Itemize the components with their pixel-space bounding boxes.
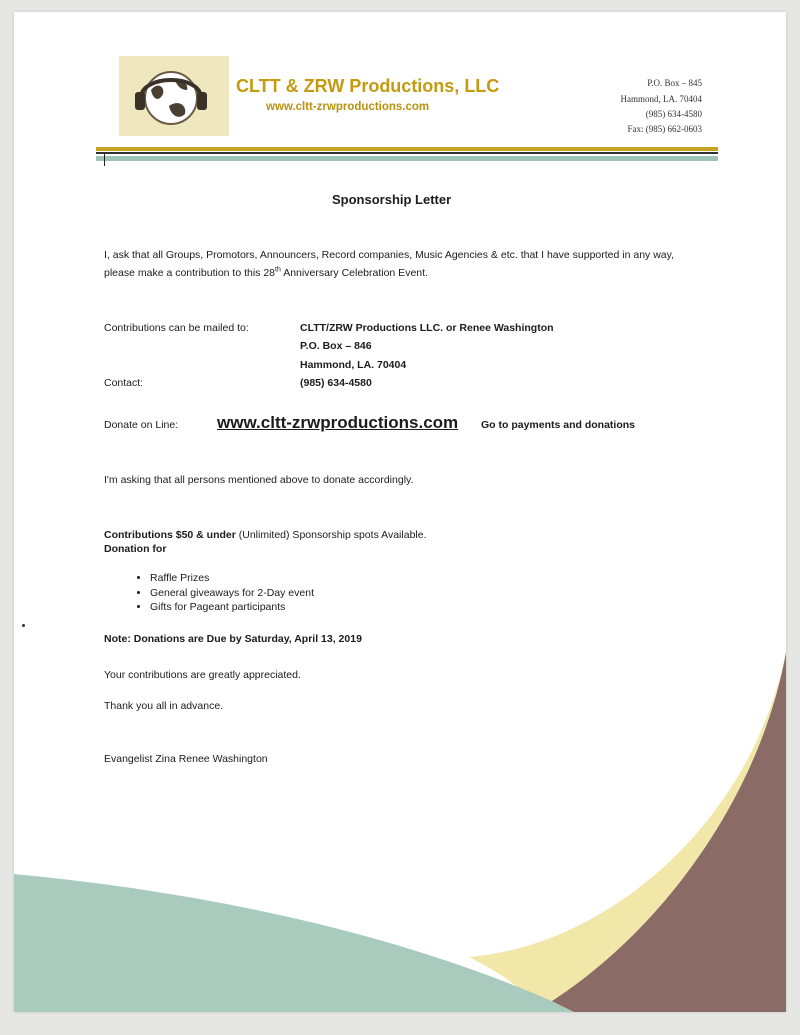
mail-label: Contributions can be mailed to: [104,322,249,334]
address-line-4: Fax: (985) 662-0603 [627,124,702,134]
contributions-rest: (Unlimited) Sponsorship spots Available. [235,529,427,541]
appreciated-text: Your contributions are greatly appreciated. [104,669,301,681]
donation-items-list [122,571,314,615]
company-logo [119,56,229,136]
list-item: • General giveaways for 2-Day event [150,586,314,601]
asking-text: I'm asking that all persons mentioned above to donate accordingly. [104,474,414,486]
note-label: Note: Donations are Due by [104,633,242,645]
intro-text-end: Anniversary Celebration Event. [280,267,428,279]
signature: Evangelist Zina Renee Washington [104,753,268,765]
thanks-text: Thank you all in advance. [104,700,224,712]
mail-box: P.O. Box – 846 [300,340,372,352]
list-item: • Raffle Prizes [150,571,314,586]
header-rule-teal [96,156,718,161]
address-line-3: (985) 634-4580 [645,109,702,119]
letter-page [14,12,786,1012]
intro-text: I, ask that all Groups, Promotors, Announcers, Record companies, Music Agencies & etc. that I have supported in any way, please make a contribution to this 28 [104,249,675,279]
header-rule-gold [96,147,718,151]
contributions-line [104,528,427,542]
letter-title: Sponsorship Letter [332,192,452,207]
contact-label: Contact: [104,377,144,389]
globe-with-headphones-icon [119,56,229,136]
note-date: Saturday, April 13, 2019 [244,633,362,645]
address-line-2: Hammond, LA. 70404 [620,94,702,104]
note-line [104,632,362,646]
contributions-amount: Contributions $50 & under [104,529,236,541]
contact-phone: (985) 634-4580 [300,377,372,389]
donation-for: Donation for [104,543,167,555]
address-line-1: P.O. Box – 845 [647,78,702,88]
donate-url-link[interactable]: www.cltt-zrwproductions.com [217,413,459,432]
company-name: CLTT & ZRW Productions, LLC [236,76,500,96]
mail-city: Hammond, LA. 70404 [300,359,407,371]
teal-wave [14,874,574,1012]
list-item: • Gifts for Pageant participants [150,600,314,615]
intro-superscript: th [275,266,281,274]
header-rule-tick [104,154,105,166]
donate-label: Donate on Line: [104,419,179,431]
header-rule-dark [96,152,718,154]
intro-paragraph [104,246,704,282]
donate-note: Go to payments and donations [481,419,636,431]
scan-speck [22,624,25,627]
company-website: www.cltt-zrwproductions.com [266,101,430,113]
mail-to: CLTT/ZRW Productions LLC. or Renee Washington [300,322,554,334]
decorative-waves [14,12,786,1012]
